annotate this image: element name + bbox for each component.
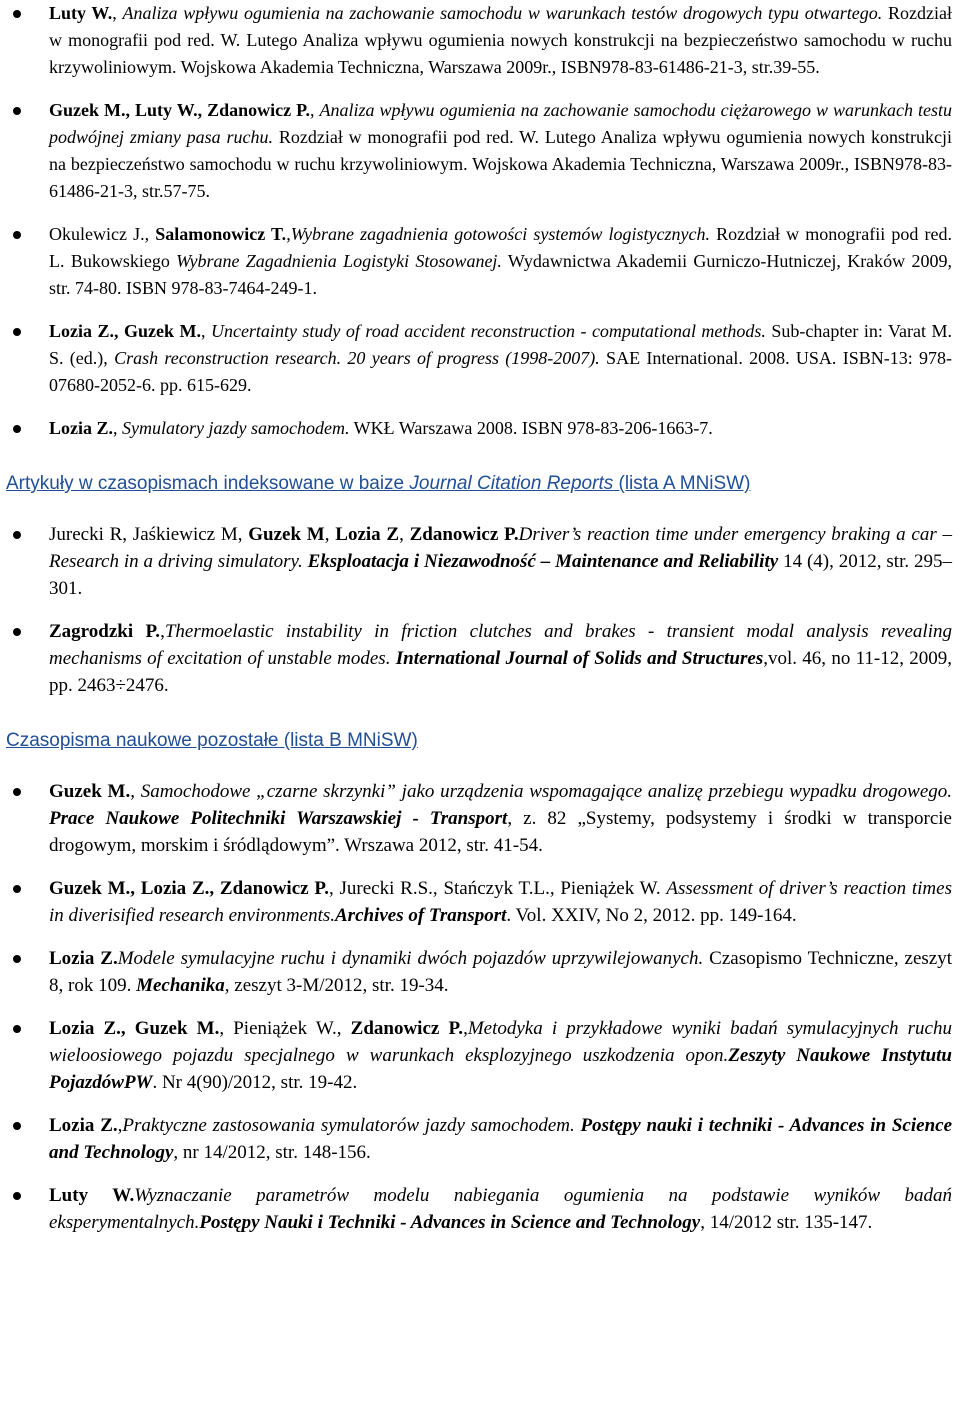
text-segment: Guzek M.: [49, 781, 131, 802]
text-segment: Archives of Transport: [335, 905, 507, 926]
text-segment: Journal Citation Reports: [409, 473, 614, 494]
reference-list: [0, 778, 960, 1236]
text-segment: ,vol. 46, no 11-12, 2009, pp. 2463÷2476.: [49, 648, 953, 696]
reference-item: [0, 318, 960, 399]
reference-item: [0, 521, 960, 602]
text-segment: , 14/2012 str. 135-147.: [700, 1212, 873, 1233]
text-segment: Rozdział w monografii pod red. W. Lutego Analiza wpływu ogumienia nowych konstrukcji na bezpieczeństwo samochodu w ruchu krzywoliniowym. Wojskowa Akademia Techniczna, Warszawa 2009r., ISBN978-83-61486-21-3, str.57-75.: [49, 127, 952, 201]
section-monograph-chapters: [0, 0, 960, 442]
text-segment: , Pieniążek W.,: [219, 1018, 351, 1039]
section-heading: [6, 470, 960, 497]
text-segment: SAE International. 2008. USA. ISBN-13: 978-07680-2052-6. pp. 615-629.: [49, 348, 952, 395]
text-segment: ,: [113, 418, 123, 438]
text-segment: ,: [286, 224, 291, 244]
text-segment: ,: [112, 3, 123, 23]
text-segment: Postępy nauki i techniki - Advances in Science and Technology: [49, 1115, 953, 1163]
text-segment: ,: [200, 321, 211, 341]
text-segment: Sub-chapter in: Varat M. S. (ed.),: [49, 321, 952, 368]
text-segment: Zeszyty Naukowe Instytutu PojazdówPW: [49, 1045, 952, 1093]
text-segment: Lozia Z., Guzek M.: [49, 321, 201, 341]
text-segment: , Jurecki R.S., Stańczyk T.L., Pieniążek W.: [328, 878, 667, 899]
reference-item: [0, 221, 960, 302]
text-segment: Zagrodzki P.: [49, 621, 161, 642]
text-segment: Guzek M: [248, 524, 325, 545]
text-segment: Rozdział w monografii pod red. L. Bukowskiego: [49, 224, 952, 271]
text-segment: , nr 14/2012, str. 148-156.: [173, 1142, 371, 1163]
text-segment: ,: [117, 1115, 123, 1136]
text-segment: Samochodowe „czarne skrzynki” jako urządzenia wspomagające analizę przebiegu wypadku drogowego.: [140, 781, 953, 802]
section-heading: [6, 727, 960, 754]
text-segment: Prace Naukowe Politechniki Warszawskiej - Transport: [49, 808, 508, 829]
text-segment: Metodyka i przykładowe wyniki badań symulacyjnych ruchu wieloosiowego pojazdu specjalnego w warunkach eksplozyjnego uszkodzenia opon.: [49, 1018, 952, 1066]
reference-item: [0, 1182, 960, 1236]
text-segment: ,: [399, 524, 410, 545]
text-segment: Crash reconstruction research. 20 years of progress (1998-2007).: [114, 348, 600, 368]
section-jcr-articles: [0, 470, 960, 699]
text-segment: Zdanowicz P.: [350, 1018, 464, 1039]
text-segment: Jurecki R, Jaśkiewicz M,: [49, 524, 249, 545]
reference-item: [0, 97, 960, 205]
text-segment: ,: [463, 1018, 468, 1039]
reference-item: [0, 1112, 960, 1166]
text-segment: . Vol. XXIV, No 2, 2012. pp. 149-164.: [506, 905, 797, 926]
text-segment: Luty W.: [49, 3, 113, 23]
text-segment: Lozia Z.: [49, 948, 118, 969]
text-segment: (lista A MNiSW): [613, 473, 751, 494]
text-segment: Symulatory jazdy samochodem.: [122, 418, 350, 438]
text-segment: Guzek M., Luty W., Zdanowicz P.: [49, 100, 310, 120]
reference-item: [0, 0, 960, 81]
reference-list: [0, 0, 960, 442]
text-segment: Lozia Z.: [49, 418, 114, 438]
text-segment: Analiza wpływu ogumienia na zachowanie samochodu w warunkach testów drogowych typu otwartego.: [122, 3, 883, 23]
reference-item: [0, 945, 960, 999]
text-segment: WKŁ Warszawa 2008. ISBN 978-83-206-1663-7.: [349, 418, 713, 438]
reference-item: [0, 618, 960, 699]
text-segment: Thermoelastic instability in friction clutches and brakes - transient modal analysis revealing mechanisms of excitation of unstable modes.: [49, 621, 952, 669]
text-segment: Postępy Nauki i Techniki - Advances in Science and Technology: [199, 1212, 701, 1233]
text-segment: ,: [130, 781, 141, 802]
text-segment: Guzek M., Lozia Z., Zdanowicz P.: [49, 878, 329, 899]
text-segment: Lozia Z.: [49, 1115, 118, 1136]
text-segment: Czasopismo Techniczne, zeszyt 8, rok 109.: [49, 948, 952, 996]
section-other-journals: [0, 727, 960, 1236]
text-segment: , z. 82 „Systemy, podsystemy i środki w transporcie drogowym, morskim i śródlądowym”. Wrszawa 2012, str. 41-54.: [49, 808, 952, 856]
text-segment: 14 (4), 2012, str. 295–301.: [49, 551, 952, 599]
reference-item: [0, 778, 960, 859]
text-segment: ,: [309, 100, 320, 120]
text-segment: ,: [324, 524, 336, 545]
text-segment: . Nr 4(90)/2012, str. 19-42.: [152, 1072, 358, 1093]
reference-item: [0, 1015, 960, 1096]
reference-item: [0, 875, 960, 929]
text-segment: Czasopisma naukowe pozostałe (lista B MNiSW): [6, 730, 418, 751]
text-segment: Lozia Z: [335, 524, 400, 545]
text-segment: Analiza wpływu ogumienia na zachowanie samochodu ciężarowego w warunkach testu podwójnej zmiany pasa ruchu.: [49, 100, 952, 147]
text-segment: Driver’s reaction time under emergency braking a car – Research in a driving simulatory.: [49, 524, 953, 572]
text-segment: Praktyczne zastosowania symulatorów jazdy samochodem.: [122, 1115, 575, 1136]
text-segment: ,: [160, 621, 165, 642]
text-segment: Okulewicz J.,: [49, 224, 156, 244]
text-segment: Artykuły w czasopismach indeksowane w baize: [6, 473, 410, 494]
text-segment: Modele symulacyjne ruchu i dynamiki dwóch pojazdów uprzywilejowanych.: [117, 948, 704, 969]
reference-item: [0, 415, 960, 442]
text-segment: Zdanowicz P.: [409, 524, 519, 545]
text-segment: Salamonowicz T.: [155, 224, 287, 244]
text-segment: Luty W.: [49, 1185, 135, 1206]
text-segment: Lozia Z., Guzek M.: [49, 1018, 220, 1039]
text-segment: Wybrane Zagadnienia Logistyki Stosowanej.: [176, 251, 502, 271]
text-segment: Eksploatacja i Niezawodność – Maintenance and Reliability: [307, 551, 779, 572]
text-segment: Wybrane zagadnienia gotowości systemów logistycznych.: [290, 224, 710, 244]
text-segment: Wyznaczanie parametrów modelu nabiegania ogumienia na podstawie wyników badań eksperymentalnych.: [49, 1185, 952, 1233]
text-segment: International Journal of Solids and Structures: [395, 648, 764, 669]
reference-list: [0, 521, 960, 699]
text-segment: Rozdział w monografii pod red. W. Lutego Analiza wpływu ogumienia nowych konstrukcji na bezpieczeństwo samochodu w ruchu krzywoliniowym. Wojskowa Akademia Techniczna, Warszawa 2009r., ISBN978-83-61486-21-3, str.39-55.: [49, 3, 952, 77]
text-segment: Mechanika: [136, 975, 225, 996]
text-segment: Uncertainty study of road accident reconstruction - computational methods.: [210, 321, 766, 341]
text-segment: Assessment of driver’s reaction times in diverisified research environments.: [49, 878, 952, 926]
text-segment: , zeszyt 3-M/2012, str. 19-34.: [224, 975, 449, 996]
text-segment: Wydawnictwa Akademii Gurniczo-Hutniczej, Kraków 2009, str. 74-80. ISBN 978-83-7464-249-1.: [49, 251, 952, 298]
